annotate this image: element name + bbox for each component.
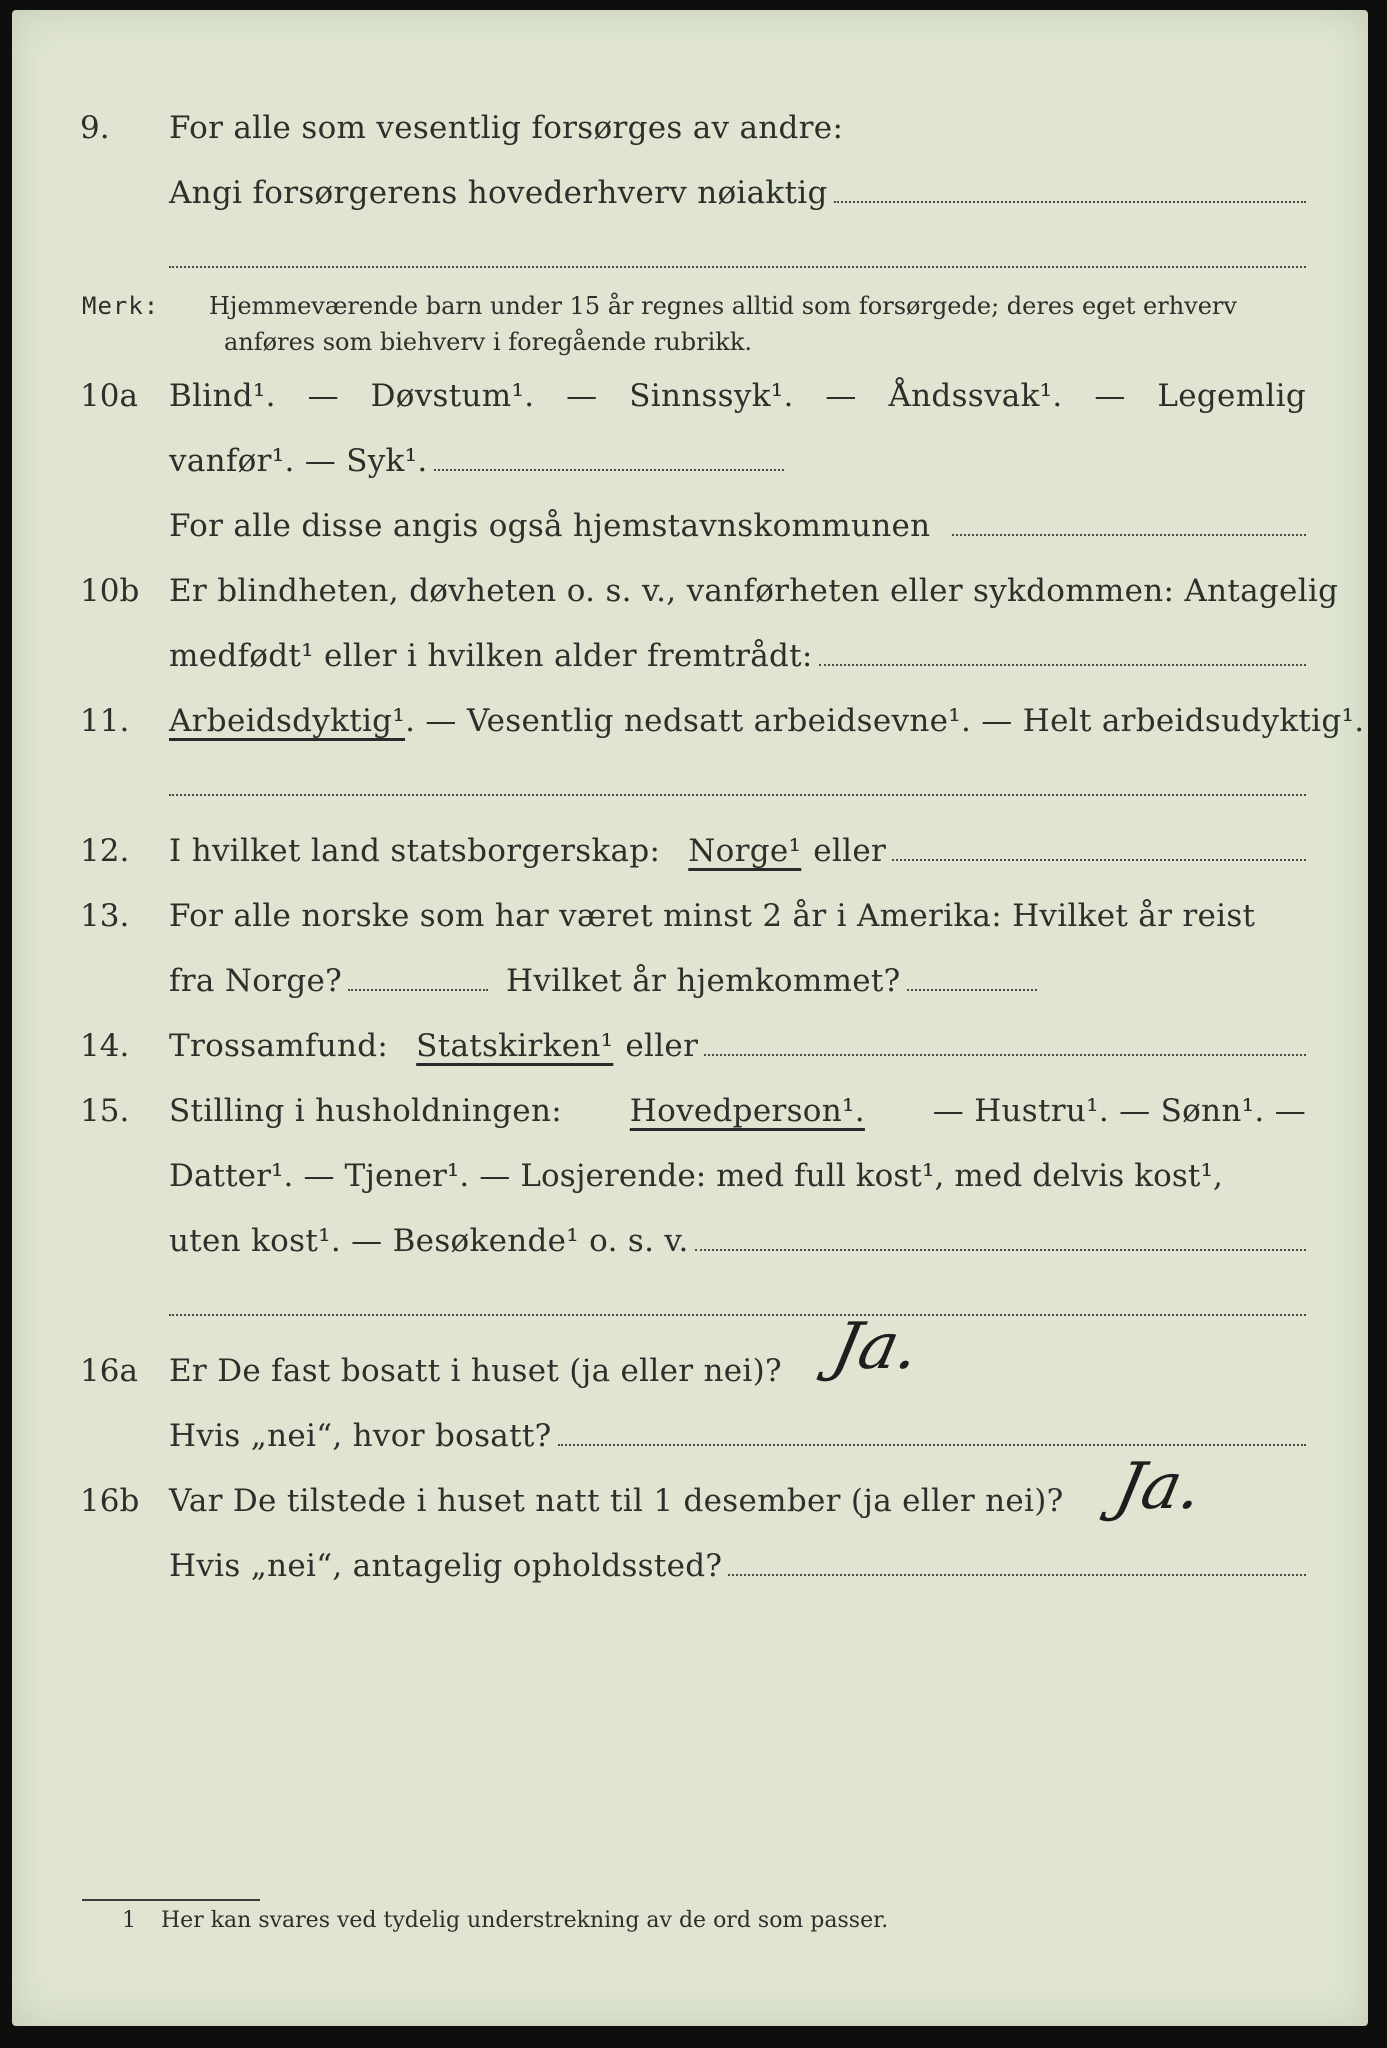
dash: — xyxy=(825,378,857,414)
handwritten-answer: Ja. xyxy=(1109,1450,1210,1524)
footnote-text: Her kan svares ved tydelig understrekning av de ord som passer. xyxy=(161,1908,889,1933)
question-text: Hvilket år hjemkommet? xyxy=(506,963,901,999)
question-15-line-2 xyxy=(12,1158,1368,1218)
question-text: Stilling i husholdningen: xyxy=(169,1093,562,1129)
question-text: For alle disse angis også hjemstavnskommunen xyxy=(169,508,931,544)
question-9 xyxy=(12,110,1368,170)
question-10a xyxy=(12,378,1368,438)
question-number: 11. xyxy=(80,703,130,739)
answer-line[interactable] xyxy=(558,1443,1306,1446)
question-10b xyxy=(12,573,1368,633)
question-text: medfødt¹ eller i hvilken alder fremtrådt: xyxy=(169,638,813,674)
answer-line[interactable] xyxy=(952,533,1306,536)
question-13 xyxy=(12,898,1368,958)
selected-option-norge[interactable]: Norge¹ xyxy=(688,833,802,869)
selected-option-hovedperson[interactable]: Hovedperson¹. xyxy=(629,1093,865,1129)
question-options: Datter¹. — Tjener¹. — Losjerende: med full kost¹, med delvis kost¹, xyxy=(169,1158,1223,1194)
answer-line[interactable] xyxy=(169,793,1306,796)
footnote-rule xyxy=(82,1899,260,1901)
question-options: — Hustru¹. — Sønn¹. — xyxy=(932,1093,1306,1129)
question-text: Er blindheten, døvheten o. s. v., vanførheten eller sykdommen: Antagelig xyxy=(169,573,1339,609)
answer-line[interactable] xyxy=(819,663,1306,666)
question-text: Hvis „nei“, antagelig opholdssted? xyxy=(169,1548,723,1584)
answer-line[interactable] xyxy=(907,988,1037,991)
question-13-line-2 xyxy=(12,963,1368,1023)
question-text: Er De fast bosatt i huset (ja eller nei)? xyxy=(169,1353,782,1389)
question-14 xyxy=(12,1028,1368,1088)
question-text: fra Norge? xyxy=(169,963,343,999)
question-text: eller xyxy=(625,1028,699,1064)
question-15-line-3 xyxy=(12,1223,1368,1283)
option-andssvak[interactable]: Åndssvak¹. xyxy=(888,378,1063,414)
question-10a-line-2 xyxy=(12,443,1368,503)
answer-line[interactable] xyxy=(728,1573,1306,1576)
census-form-page xyxy=(12,10,1368,2026)
question-text: Var De tilstede i huset natt til 1 desember (ja eller nei)? xyxy=(169,1483,1064,1519)
answer-line[interactable] xyxy=(695,1248,1306,1251)
note-label: Merk: xyxy=(82,292,160,320)
question-9-line-2 xyxy=(12,175,1368,235)
question-number: 15. xyxy=(80,1093,130,1129)
answer-line[interactable] xyxy=(704,1053,1306,1056)
question-number: 16a xyxy=(80,1353,138,1389)
answer-line[interactable] xyxy=(434,468,784,471)
answer-line[interactable] xyxy=(169,1313,1306,1316)
option-sinnssyk[interactable]: Sinnssyk¹. xyxy=(629,378,794,414)
option-blind[interactable]: Blind¹. xyxy=(169,378,276,414)
question-text: For alle som vesentlig forsørges av andre: xyxy=(169,110,844,146)
selected-option-arbeidsdyktig[interactable]: Arbeidsdyktig¹ xyxy=(169,703,406,739)
answer-line[interactable] xyxy=(348,988,488,991)
question-number: 12. xyxy=(80,833,130,869)
question-text: Angi forsørgerens hovederhverv nøiaktig xyxy=(169,175,828,211)
question-options: uten kost¹. — Besøkende¹ o. s. v. xyxy=(169,1223,689,1259)
question-number: 16b xyxy=(80,1483,140,1519)
selected-option-statskirken[interactable]: Statskirken¹ xyxy=(416,1028,614,1064)
question-10b-line-2 xyxy=(12,638,1368,698)
option-legemlig[interactable]: Legemlig xyxy=(1157,378,1306,414)
question-text: vanfør¹. — Syk¹. xyxy=(169,443,428,479)
handwritten-answer: Ja. xyxy=(826,1310,927,1384)
question-number: 13. xyxy=(80,898,130,934)
question-16a xyxy=(12,1353,1368,1413)
answer-line[interactable] xyxy=(834,200,1306,203)
option-dovstum[interactable]: Døvstum¹. xyxy=(370,378,535,414)
question-options: . — Vesentlig nedsatt arbeidsevne¹. — Helt arbeidsudyktig¹. xyxy=(405,703,1365,739)
footnote-mark: 1 xyxy=(122,1908,136,1933)
question-11 xyxy=(12,703,1368,763)
question-text: eller xyxy=(813,833,887,869)
question-text: Hvis „nei“, hvor bosatt? xyxy=(169,1418,552,1454)
footnote xyxy=(122,1908,888,1933)
question-16b-line-2 xyxy=(12,1548,1368,1608)
question-12 xyxy=(12,833,1368,893)
question-number: 14. xyxy=(80,1028,130,1064)
question-number: 9. xyxy=(80,110,110,146)
note-text: Hjemmeværende barn under 15 år regnes alltid som forsørgede; deres eget erhverv xyxy=(209,292,1237,320)
question-number: 10a xyxy=(80,378,138,414)
question-text: Trossamfund: xyxy=(169,1028,389,1064)
question-15 xyxy=(12,1093,1368,1153)
question-10a-line-3 xyxy=(12,508,1368,568)
answer-line[interactable] xyxy=(169,265,1306,268)
dash: — xyxy=(1094,378,1126,414)
question-text: For alle norske som har været minst 2 år i Amerika: Hvilket år reist xyxy=(169,898,1256,934)
note-text: anføres som biehverv i foregående rubrikk. xyxy=(224,328,752,356)
question-number: 10b xyxy=(80,573,140,609)
answer-line[interactable] xyxy=(892,858,1306,861)
dash: — xyxy=(307,378,339,414)
dash: — xyxy=(566,378,598,414)
question-text: I hvilket land statsborgerskap: xyxy=(169,833,661,869)
